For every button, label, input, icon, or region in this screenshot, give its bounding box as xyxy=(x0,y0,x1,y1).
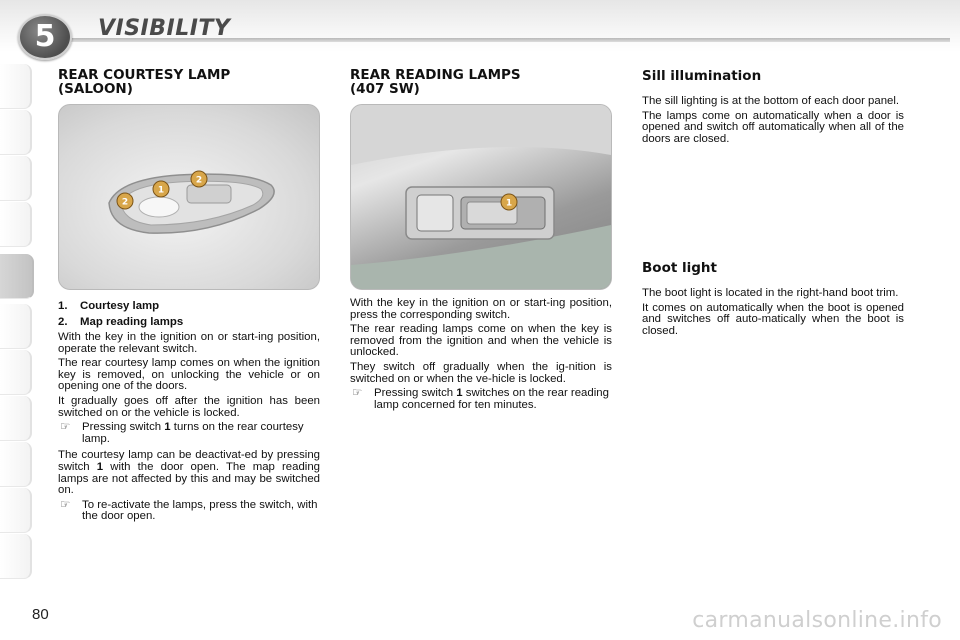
pointing-hand-icon: ☞ xyxy=(60,498,71,511)
rear-courtesy-lamp-text xyxy=(58,300,320,526)
chapter-tab[interactable] xyxy=(0,396,32,441)
legend-item: 2. Map reading lamps xyxy=(58,316,184,328)
reading-lamps-photo xyxy=(350,104,612,290)
paragraph: With the key in the ignition on or start-ing position, operate the relevant switch. xyxy=(58,331,320,355)
paragraph: The sill lighting is at the bottom of each door panel. xyxy=(642,95,900,107)
svg-text:2: 2 xyxy=(121,197,129,208)
section-title: Boot light xyxy=(642,260,717,276)
chapter-tab[interactable] xyxy=(0,156,32,201)
chapter-tab[interactable] xyxy=(0,442,32,487)
paragraph: It comes on automatically when the boot is opened and switches off auto-matically when the boot is closed. xyxy=(642,301,904,337)
svg-text:1: 1 xyxy=(505,198,513,209)
callout-2-left xyxy=(117,193,133,209)
legend-item: 1. Courtesy lamp xyxy=(58,300,160,312)
section-title: Sill illumination xyxy=(642,68,762,84)
watermark: carmanualsonline.info xyxy=(692,608,942,633)
section-title-line1: REAR COURTESY LAMP xyxy=(58,67,231,83)
section-title xyxy=(350,68,612,96)
rear-reading-lamps-text xyxy=(350,298,612,414)
chapter-tab-active[interactable] xyxy=(0,254,34,299)
chapter-tab[interactable] xyxy=(0,64,32,109)
paragraph: The boot light is located in the right-hand boot trim. xyxy=(642,287,899,299)
svg-text:2: 2 xyxy=(195,175,203,186)
svg-text:1: 1 xyxy=(157,185,165,196)
bullet-item: ☞ Pressing switch 1 turns on the rear courtesy lamp. xyxy=(60,421,304,445)
callout-1 xyxy=(501,194,517,210)
callout-2-right xyxy=(191,171,207,187)
chapter-title: VISIBILITY xyxy=(98,16,231,41)
courtesy-lamp-illustration xyxy=(59,105,319,289)
section-title xyxy=(58,68,320,96)
sill-illumination-section xyxy=(642,68,904,148)
chapter-tab[interactable] xyxy=(0,488,32,533)
chapter-tab[interactable] xyxy=(0,350,32,395)
callout-1 xyxy=(153,181,169,197)
legend-list xyxy=(58,300,320,328)
section-title-line1: REAR READING LAMPS xyxy=(350,67,521,83)
page-header xyxy=(0,0,960,52)
paragraph: The courtesy lamp can be deactivat-ed by pressing switch 1 with the door open. The map reading lamps are not affected by this and may be switched on. xyxy=(58,449,321,497)
chapter-tab[interactable] xyxy=(0,110,32,155)
pointing-hand-icon: ☞ xyxy=(352,387,363,400)
bullet-item: ☞ To re-activate the lamps, press the switch, with the door open. xyxy=(60,498,318,523)
paragraph: With the key in the ignition on or start-ing position, press the corresponding switch. xyxy=(350,297,612,321)
boot-light-section xyxy=(642,260,904,340)
chapter-tab[interactable] xyxy=(0,304,32,349)
section-title-line2: (407 SW) xyxy=(350,81,420,97)
paragraph: The rear reading lamps come on when the key is removed from the ignition and when the vehicle is unlocked. xyxy=(350,323,612,359)
paragraph: The rear courtesy lamp comes on when the ignition key is removed, on unlocking the vehicle or on opening one of the doors. xyxy=(58,357,320,393)
chapter-tab[interactable] xyxy=(0,202,32,247)
reading-lamps-illustration xyxy=(351,105,611,289)
pointing-hand-icon: ☞ xyxy=(60,421,71,434)
bullet-item: ☞ Pressing switch 1 switches on the rear reading lamp concerned for ten minutes. xyxy=(352,387,609,411)
paragraph: They switch off gradually when the ig-nition is switched on or when the ve-hicle is locked. xyxy=(350,360,612,385)
chapter-number-badge: 5 xyxy=(18,14,72,60)
section-title-line2: (SALOON) xyxy=(58,81,133,97)
rear-courtesy-lamp-section xyxy=(58,68,320,96)
paragraph: It gradually goes off after the ignition has been switched on or the vehicle is locked. xyxy=(58,394,320,419)
rear-reading-lamps-section xyxy=(350,68,612,96)
chapter-tab[interactable] xyxy=(0,534,32,579)
courtesy-lamp-photo xyxy=(58,104,320,290)
page-number: 80 xyxy=(32,606,49,623)
paragraph: The lamps come on automatically when a door is opened and switch off automatically when all of the doors are closed. xyxy=(642,109,904,145)
